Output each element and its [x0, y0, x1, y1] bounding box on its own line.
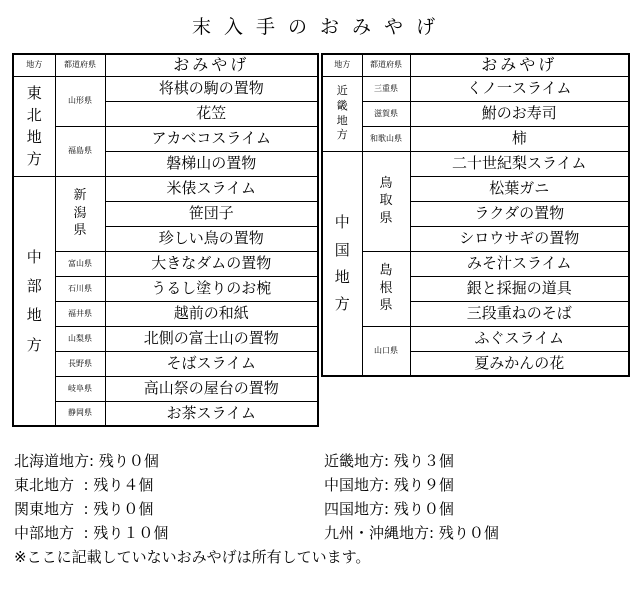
summary-region: 東北地方 :	[14, 476, 89, 494]
souvenir-item: 二十世紀梨スライム	[410, 151, 629, 176]
pref-mie: 三重県	[362, 76, 410, 101]
pref-char: 県	[379, 210, 393, 226]
summary-row	[14, 497, 634, 521]
summary-count: 残り０個	[393, 500, 454, 518]
summary-region: 四国地方:	[324, 500, 390, 518]
summary-entry	[324, 473, 454, 497]
region-char: 地	[26, 306, 42, 325]
souvenir-item: くノ一スライム	[410, 76, 629, 101]
summary-count: 残り０個	[93, 500, 154, 518]
pref-gifu: 岐阜県	[55, 376, 105, 401]
summary-entry	[324, 449, 454, 473]
souvenir-table-right	[321, 53, 630, 377]
region-char: 北	[26, 105, 42, 124]
region-char: 方	[26, 335, 42, 354]
pref-niigata	[55, 176, 105, 251]
souvenir-item: 三段重ねのそば	[410, 301, 629, 326]
summary-count: 残り０個	[98, 452, 159, 470]
pref-fukui: 福井県	[55, 301, 105, 326]
souvenir-item: 磐梯山の置物	[105, 151, 318, 176]
souvenir-item: 銀と採掘の道具	[410, 276, 629, 301]
region-char: 地	[334, 267, 350, 286]
pref-shimane	[362, 251, 410, 326]
region-char: 近	[336, 83, 348, 97]
souvenir-item: 将棋の駒の置物	[105, 76, 318, 101]
header-prefecture: 都道府県	[55, 54, 105, 76]
souvenir-item: 松葉ガニ	[410, 176, 629, 201]
summary-entry	[324, 497, 454, 521]
summary-region: 関東地方 :	[14, 500, 89, 518]
pref-ishikawa: 石川県	[55, 276, 105, 301]
souvenir-item: 珍しい鳥の置物	[105, 226, 318, 251]
souvenir-item: 越前の和紙	[105, 301, 318, 326]
summary-count: 残り４個	[93, 476, 154, 494]
pref-toyama: 富山県	[55, 251, 105, 276]
souvenir-item: 大きなダムの置物	[105, 251, 318, 276]
summary-row	[14, 449, 634, 473]
summary-entry	[14, 473, 153, 497]
pref-char: 取	[379, 193, 393, 209]
pref-char: 潟	[73, 205, 87, 221]
souvenir-item: シロウサギの置物	[410, 226, 629, 251]
summary-region: 九州・沖縄地方:	[324, 524, 435, 542]
summary-row	[14, 473, 634, 497]
souvenir-item: 北側の富士山の置物	[105, 326, 318, 351]
souvenir-item: 笹団子	[105, 201, 318, 226]
pref-yamanashi: 山梨県	[55, 326, 105, 351]
souvenir-table-left	[12, 53, 319, 427]
pref-char: 県	[379, 298, 393, 314]
pref-yamagata: 山形県	[55, 76, 105, 126]
region-char: 方	[334, 295, 350, 313]
region-char: 東	[26, 83, 42, 102]
pref-fukushima: 福島県	[55, 126, 105, 176]
summary-entry	[14, 449, 159, 473]
region-char: 方	[336, 128, 348, 142]
pref-shiga: 滋賀県	[362, 101, 410, 126]
summary-entry	[14, 497, 153, 521]
pref-char: 県	[73, 223, 87, 239]
region-char: 中	[334, 213, 350, 232]
footnote: ※ここに記載していないおみやげは所有しています。	[14, 548, 371, 566]
souvenir-item: 米俵スライム	[105, 176, 318, 201]
region-char: 畿	[336, 98, 348, 112]
header-region: 地方	[13, 54, 55, 76]
region-char: 方	[26, 150, 42, 169]
header-souvenir: おみやげ	[105, 54, 318, 76]
pref-wakayama: 和歌山県	[362, 126, 410, 151]
header-souvenir: おみやげ	[410, 54, 629, 76]
region-tohoku	[13, 76, 55, 176]
summary-count: 残り０個	[438, 524, 499, 542]
pref-char: 鳥	[379, 175, 393, 191]
header-region: 地方	[322, 54, 362, 76]
summary-count: 残り３個	[393, 452, 454, 470]
pref-char: 島	[379, 263, 393, 279]
region-char: 中	[26, 247, 42, 266]
souvenir-item: みそ汁スライム	[410, 251, 629, 276]
summary-region: 中国地方:	[324, 476, 390, 494]
region-char: 地	[26, 128, 42, 146]
souvenir-item: 柿	[410, 126, 629, 151]
pref-yamaguchi: 山口県	[362, 326, 410, 376]
summary-row	[14, 521, 634, 545]
pref-tottori	[362, 151, 410, 251]
pref-shizuoka: 静岡県	[55, 401, 105, 426]
page-title: 末入手のおみやげ	[191, 16, 448, 38]
souvenir-item: そばスライム	[105, 351, 318, 376]
region-chubu	[13, 176, 55, 426]
souvenir-item: 高山祭の屋台の置物	[105, 376, 318, 401]
souvenir-item: 花笠	[105, 101, 318, 126]
header-prefecture: 都道府県	[362, 54, 410, 76]
pref-nagano: 長野県	[55, 351, 105, 376]
region-chugoku	[322, 151, 362, 376]
summary-entry	[14, 521, 168, 545]
remaining-summary	[14, 449, 634, 569]
souvenir-item: 夏みかんの花	[410, 351, 629, 376]
souvenir-item: アカベコスライム	[105, 126, 318, 151]
pref-char: 根	[379, 280, 393, 296]
souvenir-item: ラクダの置物	[410, 201, 629, 226]
summary-count: 残り１０個	[93, 524, 169, 542]
summary-count: 残り９個	[393, 476, 454, 494]
souvenir-item: うるし塗りのお椀	[105, 276, 318, 301]
region-char: 国	[334, 240, 350, 259]
summary-region: 中部地方 :	[14, 524, 89, 542]
summary-region: 北海道地方:	[14, 452, 95, 470]
summary-entry	[324, 521, 499, 545]
souvenir-item: お茶スライム	[105, 401, 318, 426]
summary-region: 近畿地方:	[324, 452, 390, 470]
pref-char: 新	[73, 188, 87, 204]
region-char: 部	[26, 277, 42, 295]
souvenir-item: 鮒のお寿司	[410, 101, 629, 126]
region-char: 地	[336, 113, 348, 127]
region-kinki	[322, 76, 362, 151]
souvenir-item: ふぐスライム	[410, 326, 629, 351]
